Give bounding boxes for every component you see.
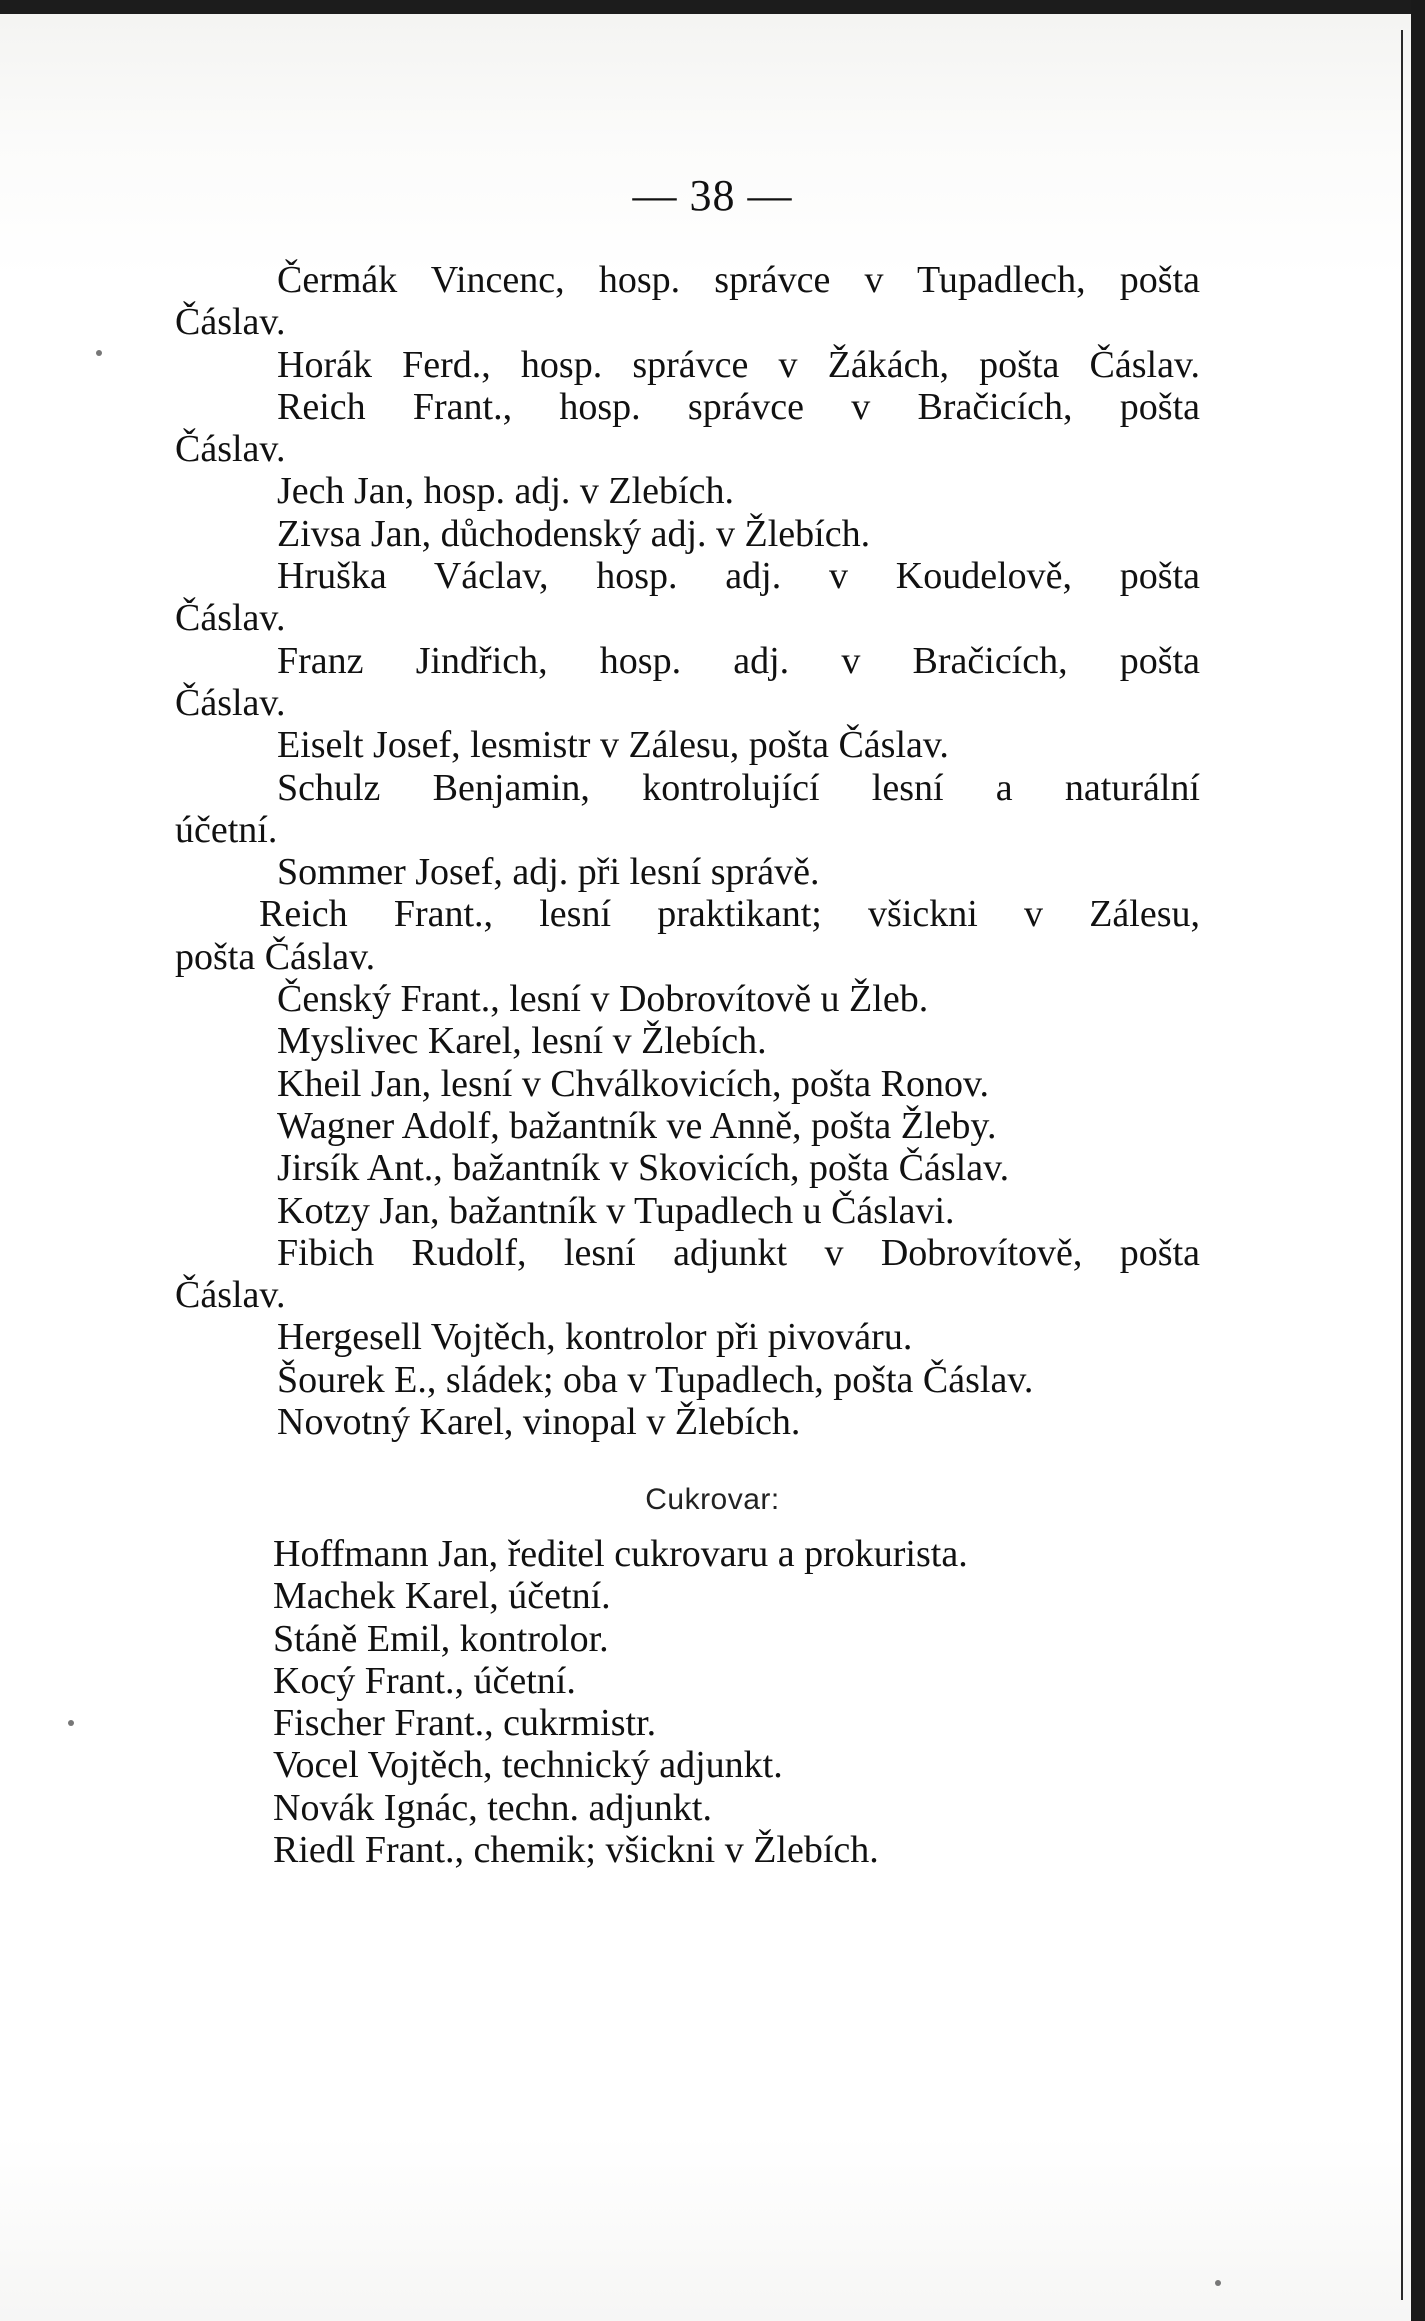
entry-line: Zivsa Jan, důchodenský adj. v Žlebích.: [277, 512, 871, 555]
entry-line: Čáslav.: [175, 1274, 286, 1317]
entry-line: Hoffmann Jan, ředitel cukrovaru a prokurista.: [273, 1533, 968, 1575]
entry-line: Schulz Benjamin, kontrolující lesní a naturální: [277, 766, 1200, 809]
scan-right-line: [1401, 30, 1403, 2300]
entry-line: Jech Jan, hosp. adj. v Zlebích.: [277, 470, 734, 513]
entry-line: Wagner Adolf, bažantník ve Anně, pošta Žleby.: [277, 1104, 997, 1147]
entry-line: Čáslav.: [175, 428, 286, 471]
entry-line: Eiselt Josef, lesmistr v Zálesu, pošta Čáslav.: [277, 724, 949, 767]
entry-line: Kocý Frant., účetní.: [273, 1659, 576, 1702]
page-number: — 38 —: [632, 171, 793, 220]
entry-line: Jirsík Ant., bažantník v Skovicích, pošta Čáslav.: [277, 1147, 1010, 1190]
sugar-factory-list: [273, 1533, 1173, 1871]
scan-right-border: [1411, 0, 1425, 2321]
scan-top-border: [0, 0, 1425, 14]
entry-line: Horák Ferd., hosp. správce v Žákách, pošta Čáslav.: [277, 343, 1200, 386]
entry-line: pošta Čáslav.: [175, 935, 376, 978]
entry-line: Kheil Jan, lesní v Chválkovicích, pošta Ronov.: [277, 1062, 990, 1105]
directory-list: [175, 259, 1200, 1443]
entry-line: Čáslav.: [175, 301, 286, 344]
scan-speck: [96, 350, 102, 356]
entry-line: Čáslav.: [175, 681, 286, 724]
entry-line: Fibich Rudolf, lesní adjunkt v Dobrovítově, pošta: [277, 1231, 1200, 1274]
entry-line: Fischer Frant., cukrmistr.: [273, 1702, 657, 1745]
section-heading-cukrovar: Cukrovar:: [645, 1483, 780, 1516]
entry-line: Novotný Karel, vinopal v Žlebích.: [277, 1401, 801, 1444]
entry-line: Hruška Václav, hosp. adj. v Koudelově, pošta: [277, 555, 1200, 598]
entry-line: Kotzy Jan, bažantník v Tupadlech u Čáslavi.: [277, 1189, 955, 1232]
entry-line: Čermák Vincenc, hosp. správce v Tupadlech, pošta: [277, 259, 1200, 301]
entry-line: Riedl Frant., chemik; všickni v Žlebích.: [273, 1829, 879, 1872]
entry-line: Šourek E., sládek; oba v Tupadlech, pošta Čáslav.: [277, 1358, 1034, 1401]
entry-line: Vocel Vojtěch, technický adjunkt.: [273, 1744, 783, 1787]
entry-line: účetní.: [175, 808, 278, 851]
entry-line: Hergesell Vojtěch, kontrolor při pivováru.: [277, 1316, 913, 1359]
scan-speck: [68, 1720, 74, 1726]
entry-line: Čáslav.: [175, 597, 286, 640]
entry-line: Machek Karel, účetní.: [273, 1575, 611, 1618]
entry-line: Sommer Josef, adj. při lesní správě.: [277, 851, 820, 894]
entry-line: Reich Frant., hosp. správce v Bračicích, pošta: [277, 385, 1200, 428]
entry-line: Novák Ignác, techn. adjunkt.: [273, 1786, 712, 1829]
entry-line: Franz Jindřich, hosp. adj. v Bračicích, pošta: [277, 639, 1200, 682]
entry-line: Reich Frant., lesní praktikant; všickni v Zálesu,: [259, 893, 1200, 936]
scan-speck: [1215, 2280, 1221, 2286]
entry-line: Stáně Emil, kontrolor.: [273, 1617, 609, 1660]
entry-line: Čenský Frant., lesní v Dobrovítově u Žleb.: [277, 978, 929, 1021]
entry-line: Myslivec Karel, lesní v Žlebích.: [277, 1020, 767, 1063]
